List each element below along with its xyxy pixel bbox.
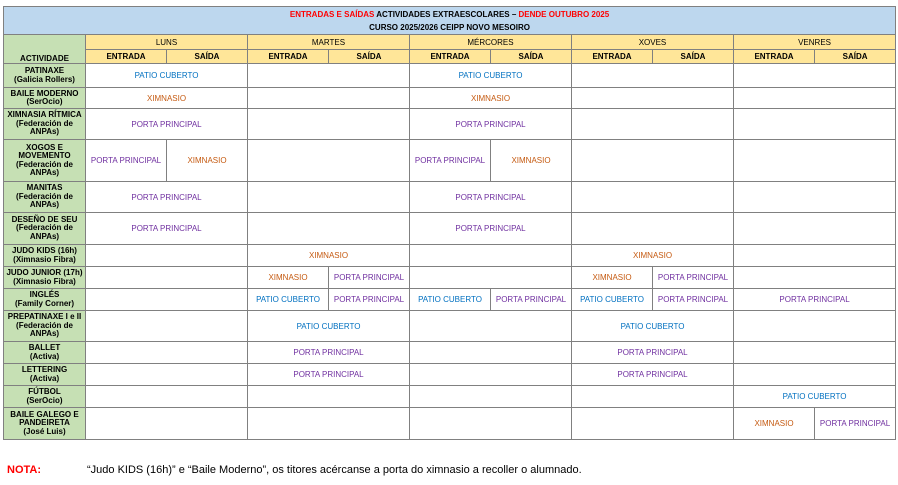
location-cell: PATIO CUBERTO [410,64,572,88]
title-highlight: ENTRADAS E SAÍDAS [289,9,375,19]
activity-name: PATINAXE (Galicia Rollers) [4,64,86,88]
subheader-entrada: ENTRADA [248,50,329,64]
location-cell: XIMNASIO [734,408,815,440]
table-row [4,88,896,109]
empty-cell [248,213,410,245]
subheader-saida: SAÍDA [815,50,896,64]
day-header-martes: MARTES [248,35,410,50]
location-cell: XIMNASIO [167,140,248,182]
activity-name: BAILE MODERNO (SerOcio) [4,88,86,109]
location-cell: PORTA PRINCIPAL [653,289,734,311]
location-cell: PORTA PRINCIPAL [86,213,248,245]
activity-name: DESEÑO DE SEU (Federación de ANPAs) [4,213,86,245]
empty-cell [572,408,734,440]
location-cell: PATIO CUBERTO [248,311,410,342]
location-cell: XIMNASIO [491,140,572,182]
empty-cell [86,364,248,386]
table-row [4,311,896,342]
location-cell: PORTA PRINCIPAL [329,289,410,311]
empty-cell [86,386,248,408]
schedule-table [3,6,896,440]
activity-name: XOGOS E MOVEMENTO (Federación de ANPAs) [4,140,86,182]
location-cell: PATIO CUBERTO [572,311,734,342]
empty-cell [248,109,410,140]
empty-cell [86,408,248,440]
subheader-saida: SAÍDA [491,50,572,64]
empty-cell [248,88,410,109]
location-cell: PORTA PRINCIPAL [815,408,896,440]
empty-cell [734,64,896,88]
location-cell: PATIO CUBERTO [410,289,491,311]
activity-name: BAILE GALEGO E PANDEIRETA (José Luis) [4,408,86,440]
empty-cell [572,109,734,140]
note-text: “Judo KIDS (16h)” e “Baile Moderno”, os titores acércanse a porta do ximnasio a recoller o alumnado. [87,464,582,476]
empty-cell [572,64,734,88]
activity-name: LETTERING (Activa) [4,364,86,386]
location-cell: XIMNASIO [572,245,734,267]
table-row [4,386,896,408]
location-cell: PORTA PRINCIPAL [410,213,572,245]
location-cell: PORTA PRINCIPAL [86,140,167,182]
location-cell: XIMNASIO [248,267,329,289]
day-header-mercores: MÉRCORES [410,35,572,50]
empty-cell [572,182,734,213]
location-cell: XIMNASIO [86,88,248,109]
empty-cell [86,311,248,342]
location-cell: XIMNASIO [572,267,653,289]
empty-cell [734,342,896,364]
table-row [4,182,896,213]
empty-cell [734,245,896,267]
location-cell: PORTA PRINCIPAL [86,182,248,213]
table-row [4,245,896,267]
empty-cell [734,140,896,182]
table-row [4,342,896,364]
location-cell: PORTA PRINCIPAL [329,267,410,289]
location-cell: PORTA PRINCIPAL [653,267,734,289]
subheader-entrada: ENTRADA [86,50,167,64]
table-row [4,267,896,289]
empty-cell [248,140,410,182]
location-cell: PATIO CUBERTO [86,64,248,88]
table-row [4,64,896,88]
day-header-venres: VENRES [734,35,896,50]
activity-name: JUDO KIDS (16h) (Ximnasio Fibra) [4,245,86,267]
activity-name: XIMNASIA RÍTMICA (Federación de ANPAs) [4,109,86,140]
empty-cell [410,245,572,267]
location-cell: PATIO CUBERTO [734,386,896,408]
empty-cell [734,267,896,289]
subheader-saida: SAÍDA [329,50,410,64]
empty-cell [86,342,248,364]
location-cell: PORTA PRINCIPAL [572,342,734,364]
activity-name: JUDO JUNIOR (17h) (Ximnasio Fibra) [4,267,86,289]
activity-column-header: ACTIVIDADE [4,35,86,64]
empty-cell [410,342,572,364]
location-cell: PORTA PRINCIPAL [410,182,572,213]
title-main: ACTIVIDADES EXTRAESCOLARES – [374,9,519,19]
empty-cell [734,311,896,342]
empty-cell [734,213,896,245]
table-row [4,289,896,311]
location-cell: PORTA PRINCIPAL [248,342,410,364]
subheader-saida: SAÍDA [167,50,248,64]
subheader-saida: SAÍDA [653,50,734,64]
location-cell: PORTA PRINCIPAL [410,109,572,140]
empty-cell [248,182,410,213]
day-header-luns: LUNS [86,35,248,50]
empty-cell [410,364,572,386]
table-title [4,7,896,35]
table-row [4,364,896,386]
empty-cell [86,245,248,267]
activity-name: INGLÉS (Family Corner) [4,289,86,311]
empty-cell [572,386,734,408]
empty-cell [572,140,734,182]
empty-cell [410,386,572,408]
empty-cell [734,109,896,140]
empty-cell [572,88,734,109]
location-cell: PORTA PRINCIPAL [572,364,734,386]
empty-cell [410,408,572,440]
table-row [4,408,896,440]
table-row [4,140,896,182]
subheader-entrada: ENTRADA [572,50,653,64]
empty-cell [248,64,410,88]
activity-name: BALLET (Activa) [4,342,86,364]
empty-cell [572,213,734,245]
empty-cell [410,311,572,342]
empty-cell [248,408,410,440]
subheader-entrada: ENTRADA [410,50,491,64]
empty-cell [734,364,896,386]
activity-name: MANITAS (Federación de ANPAs) [4,182,86,213]
title-course: CURSO 2025/2026 CEIPP NOVO MESOIRO [369,22,530,32]
location-cell: PORTA PRINCIPAL [86,109,248,140]
title-date: DENDE OUTUBRO 2025 [518,9,610,19]
table-row [4,109,896,140]
location-cell: PATIO CUBERTO [572,289,653,311]
note [7,464,582,476]
empty-cell [734,182,896,213]
note-label: NOTA: [7,464,42,476]
location-cell: PORTA PRINCIPAL [248,364,410,386]
empty-cell [86,267,248,289]
location-cell: XIMNASIO [248,245,410,267]
empty-cell [86,289,248,311]
empty-cell [410,267,572,289]
location-cell: XIMNASIO [410,88,572,109]
location-cell: PORTA PRINCIPAL [734,289,896,311]
location-cell: PATIO CUBERTO [248,289,329,311]
subheader-entrada: ENTRADA [734,50,815,64]
day-header-xoves: XOVES [572,35,734,50]
empty-cell [734,88,896,109]
empty-cell [248,386,410,408]
activity-name: FÚTBOL (SerOcio) [4,386,86,408]
table-row [4,213,896,245]
location-cell: PORTA PRINCIPAL [491,289,572,311]
location-cell: PORTA PRINCIPAL [410,140,491,182]
activity-name: PREPATINAXE I e II (Federación de ANPAs) [4,311,86,342]
